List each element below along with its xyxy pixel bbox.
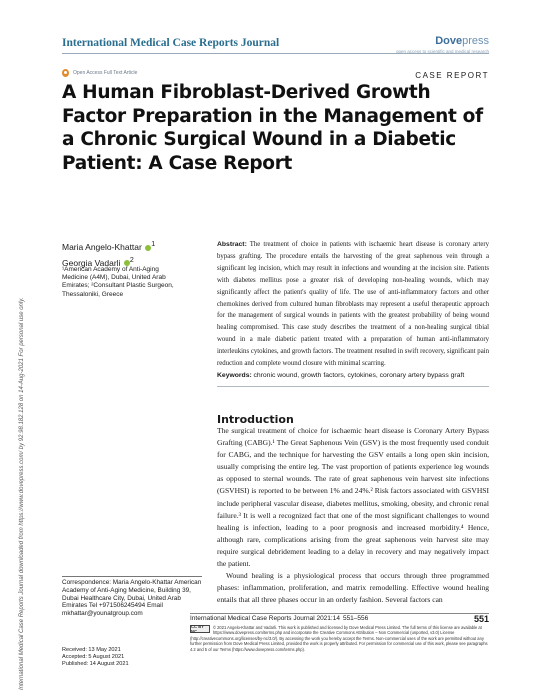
publisher-logo xyxy=(396,35,489,47)
footer-citation xyxy=(190,615,368,622)
intro-paragraph-2: Wound healing is a physiological process that occurs through three programmed phases: inflammation, proliferation, and matrix remodelling. Effective wound healing entails that all three phases occur in an orderly fashion. Several factors can xyxy=(217,571,489,605)
intro-paragraph-1: The surgical treatment of choice for ischaemic heart disease is Coronary Artery Bypass Grafting (CABG).¹ The Great Saphenous Vein (GSV) is the most frequently used conduit for CABG, and the technique for harvesting the GSV entails a long open skin incision, usually comprising the entire leg. The vast proportion of patients experience leg wounds as opposed to sternal wounds. The rate of great saphenous vein harvest site infections (GSVHSI) is reported to be between 1% and 24%.² Risk factors associated with GSVHSI include peripheral vascular disease, diabetes mellitus, smoking, obesity, and chronic renal failure.³ It is well a recognized fact that one of the most significant challenges to wound healing is infection, leading to a poor prognosis and increased morbidity.⁴ Hence, although rare, complications arising from the great saphenous vein harvest site may require surgical debridement leading to a delay in recovery and may negatively impact the patient. xyxy=(217,426,489,569)
download-notice: International Medical Case Reports Journal downloaded from https://www.dovepress.com/ by 92.98.182.128 on 14-Aug-2021 For personal use only. xyxy=(19,297,25,690)
open-access-icon xyxy=(62,69,69,77)
section-heading-introduction: Introduction xyxy=(217,413,294,426)
introduction-body xyxy=(217,425,489,606)
article-title: A Human Fibroblast-Derived Growth Factor Preparation in the Management of a Chronic Surgical Wound in a Diabetic Patient: A Case Report xyxy=(62,82,483,174)
open-access-label xyxy=(62,69,137,77)
license-text: © 2021 Angelo-Khattar and Vadarli. This work is published and licensed by Dove Medical Press Limited. The full terms of this license are available at https://www.dovepress.com/terms.php and incorporate the Creative Commons Attribution – Non Commercial (unported, v3.0) License (http://creativecommons.org/licenses/by-nc/3.0/). By accessing the work you hereby accept the Terms. Non-commercial uses of the work are permitted without any further permission from Dove Medical Press Limited, provided the work is properly attributed. For permission for commercial use of this work, please see paragraphs 4.2 and 5 of our Terms (https://www.dovepress.com/terms.php). xyxy=(190,625,488,652)
brand-bold: Dove xyxy=(435,35,463,47)
abstract-text: The treatment of choice in patients with ischaemic heart disease is coronary artery bypass grafting. The procedure entails the harvesting of the great saphenous vein through a significant leg incision, which may result in infections and wounding at the incision site. Patients with diabetes mellitus pose a greater risk of developing non-healing wounds, which may significantly affect the patient's quality of life. The use of anti-inflammatory factors and other chemokines derived from cultured human fibroblasts may represent a useful therapeutic approach for the management of surgical wounds in patients with the greatest probability of being wound healing compromised. This case study describes the treatment of a non-healing surgical tibial wound in a male diabetic patient treated with a preparation of human anti-inflammatory interleukins cytokines, and growth factors. The treatment resulted in swift recovery, significant pain reduction and complete wound closure with minimal scarring. xyxy=(217,241,490,368)
footer-rule xyxy=(190,613,489,614)
publisher-brand xyxy=(396,35,489,54)
brand-thin: press xyxy=(462,35,489,47)
open-access-text: Open Access Full Text Article xyxy=(73,70,138,76)
author-1-name[interactable]: Maria Angelo-Khattar xyxy=(62,241,142,252)
affiliations: ¹American Academy of Anti-Aging Medicine (A4M), Dubai, United Arab Emirates; ²Consultant Plastic Surgeon, Thessaloniki, Greece xyxy=(62,266,174,298)
journal-title: International Medical Case Reports Journal xyxy=(62,37,280,49)
author-1 xyxy=(62,238,155,254)
published-date: Published: 14 August 2021 xyxy=(62,660,129,667)
author-1-affil: 1 xyxy=(151,240,156,248)
license-notice xyxy=(190,625,489,652)
footer-pages: 551–556 xyxy=(342,615,369,622)
footer-journal-name: International Medical Case Reports Journal 2021:14 xyxy=(190,615,340,622)
abstract-rule xyxy=(217,386,489,387)
abstract-label: Abstract: xyxy=(217,241,247,248)
publisher-tagline: open access to scientific and medical research xyxy=(395,49,489,54)
correspondence: Correspondence: Maria Angelo-Khattar American Academy of Anti-Aging Medicine, Building 39, Dubai Healthcare City, Dubai, United Arab Emirates Tel +971506245494 Email mkhattar@younatgroup.com xyxy=(62,579,202,618)
keywords-label: Keywords: xyxy=(217,371,252,379)
page-number: 551 xyxy=(473,614,489,624)
article-type: CASE REPORT xyxy=(415,71,489,80)
keywords-text: chronic wound, growth factors, cytokines, coronary artery bypass graft xyxy=(253,371,465,379)
article-dates xyxy=(62,647,129,668)
author-2-name[interactable]: Georgia Vadarli xyxy=(62,257,121,268)
header-rule xyxy=(62,53,489,54)
correspondence-rule xyxy=(62,576,202,577)
cc-license-icon[interactable]: CC BY NC xyxy=(190,625,210,633)
accepted-date: Accepted: 5 August 2021 xyxy=(62,653,125,660)
author-2-affil: 2 xyxy=(129,255,134,264)
abstract xyxy=(217,239,489,382)
author-list xyxy=(62,238,155,270)
received-date: Received: 13 May 2021 xyxy=(62,647,121,653)
